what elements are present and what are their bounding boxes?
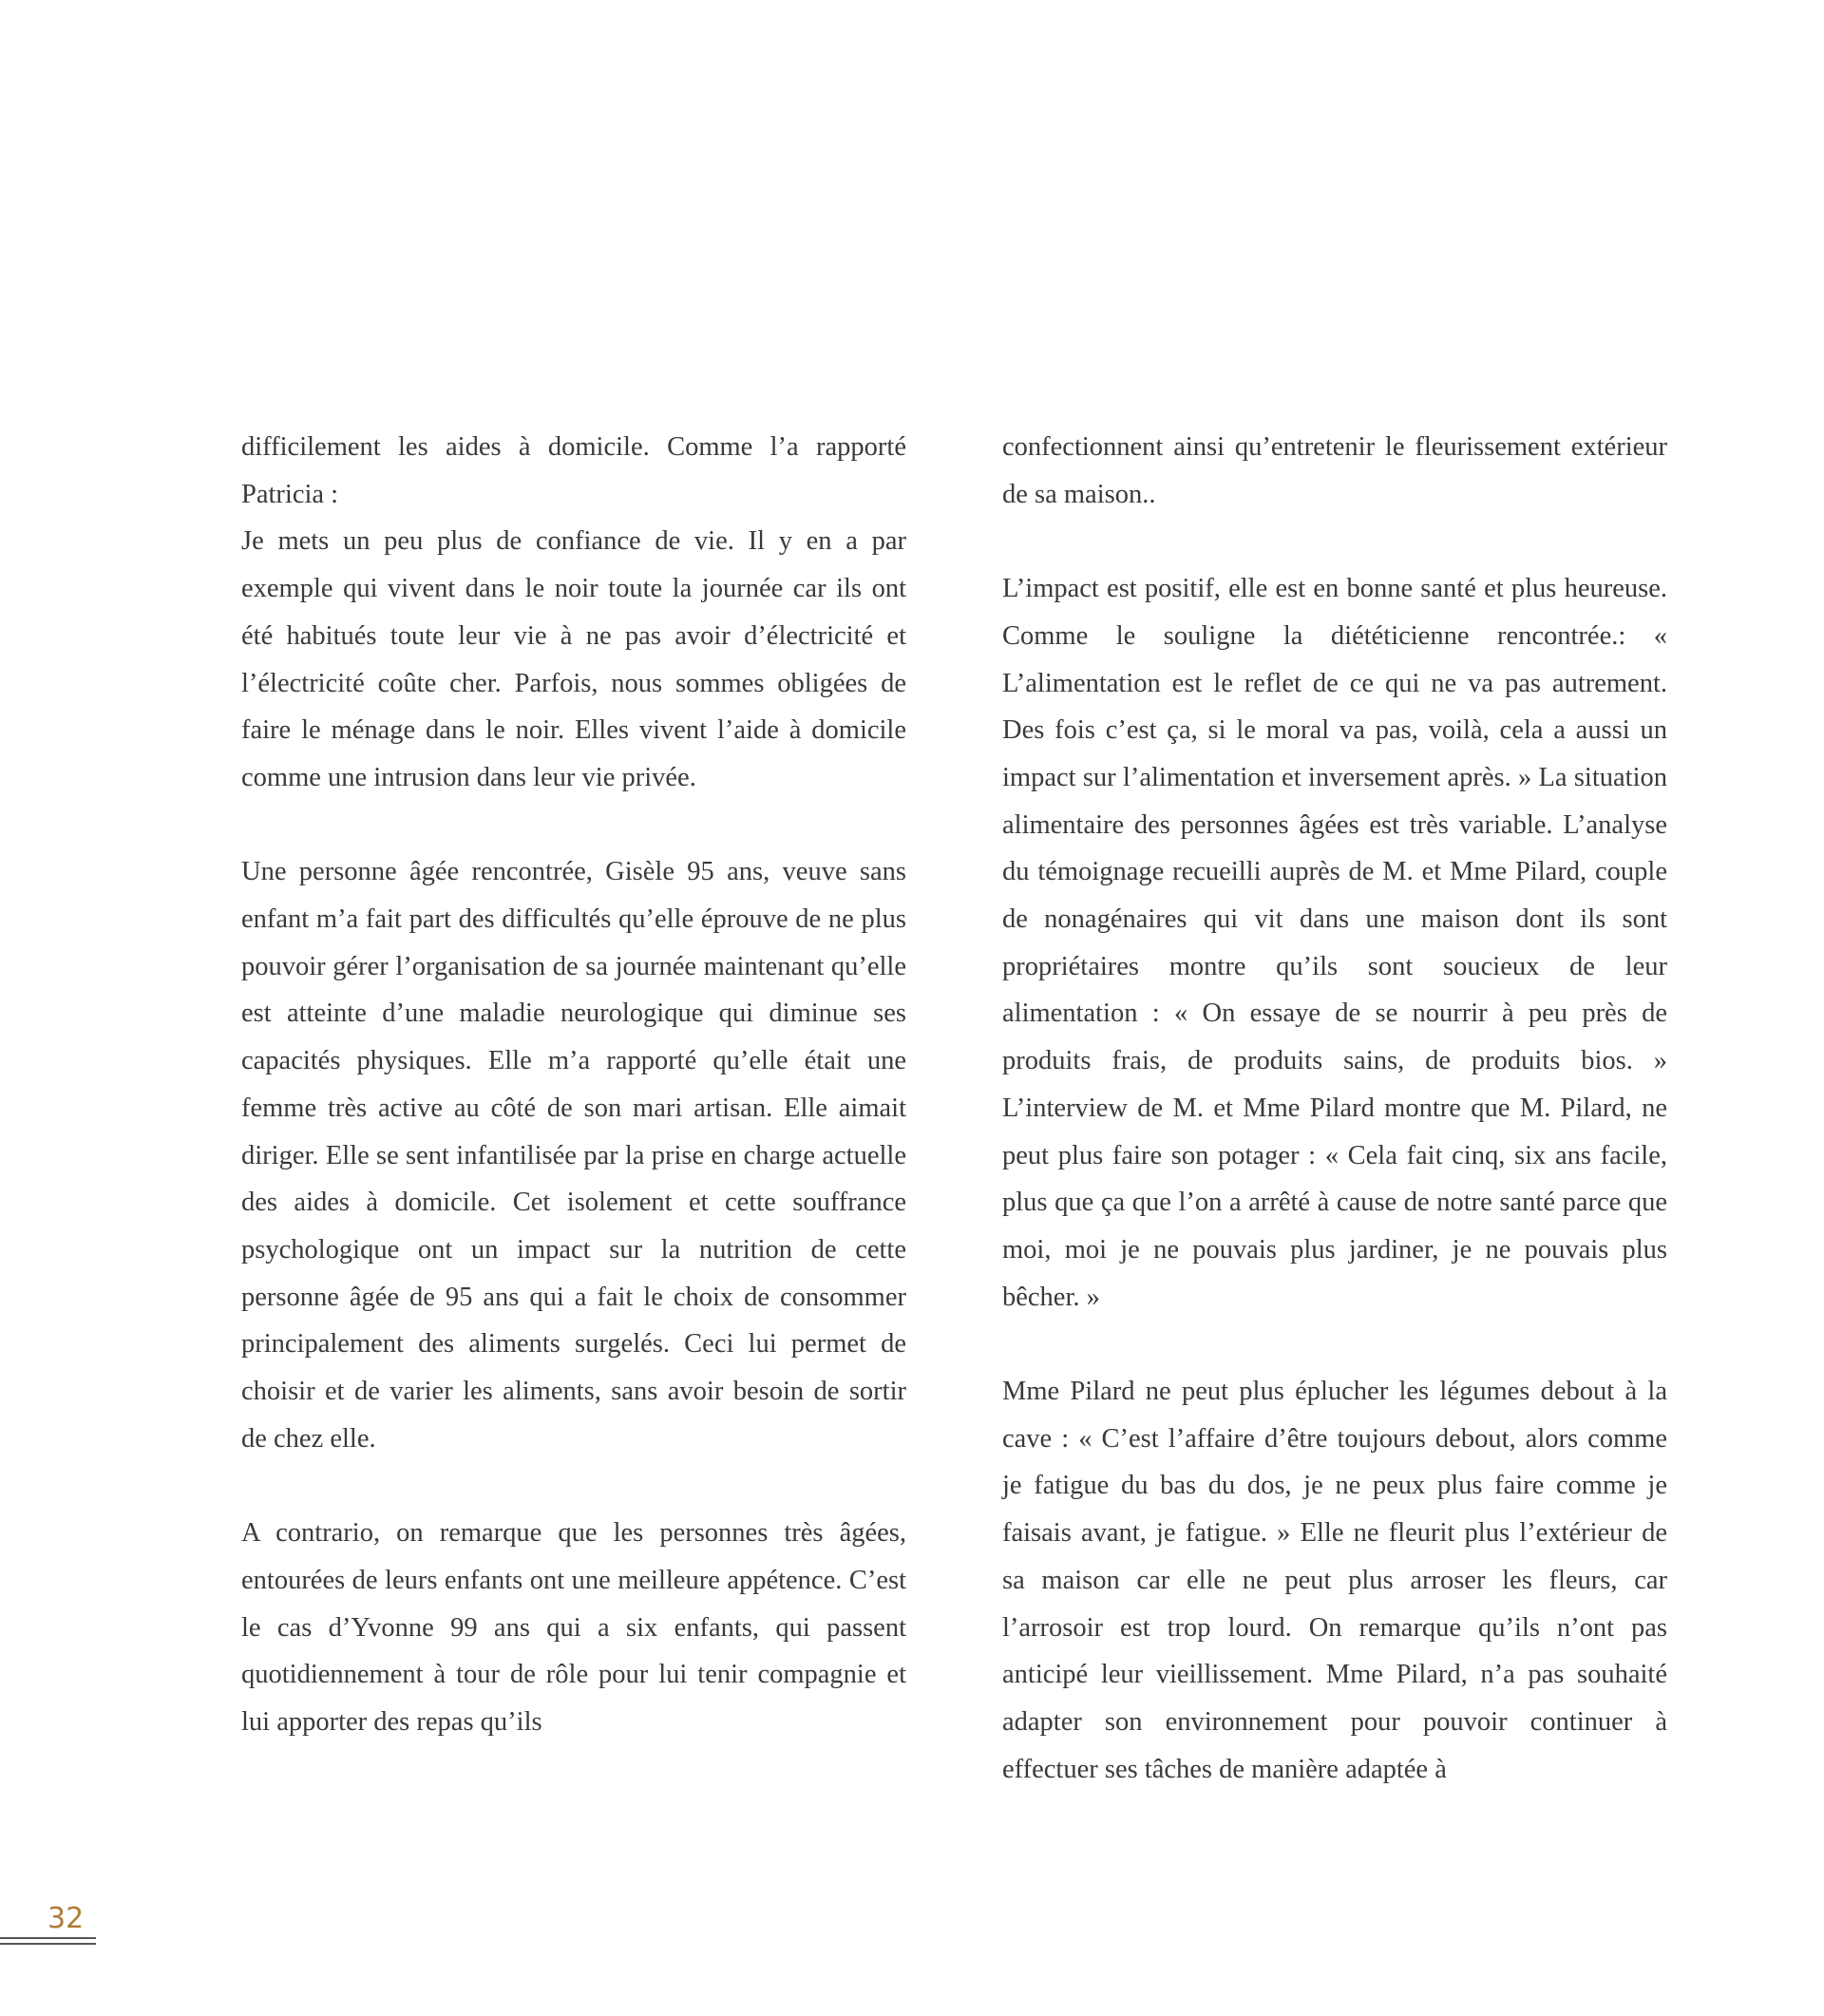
paragraph-3: Une personne âgée rencontrée, Gisèle 95 ans, veuve sans enfant m’a fait part des difficultés qu’elle éprouve de ne plus pouvoir gérer l’organisation de sa journée maintenant qu’elle est atteinte d’une maladie neurologique qui diminue ses capacités physiques. Elle m’a rapporté qu’elle était une femme très active au côté de son mari artisan. Elle aimait diriger. Elle se sent infantilisée par la prise en charge actuelle des aides à domicile. Cet isolement et cette souffrance psychologique ont un impact sur la nutrition de cette personne âgée de 95 ans qui a fait le choix de consommer principalement des aliments surgelés. Ceci lui permet de choisir et de varier les aliments, sans avoir besoin de sortir de chez elle. (241, 857, 906, 1454)
paragraph-spacer (241, 1462, 906, 1510)
paragraph-2-quote: Je mets un peu plus de confiance de vie. Il y en a par exemple qui vivent dans le noir toute la journée car ils ont été habitués toute leur vie à ne pas avoir d’électricité et l’électricité coûte cher. Parfois, nous sommes obligées de faire le ménage dans le noir. Elles vivent l’aide à domicile comme une intrusion dans leur vie privée. (241, 526, 906, 792)
page-number: 32 (48, 1902, 85, 1935)
page-number-rule-bottom (0, 1943, 96, 1945)
paragraph-2: L’impact est positif, elle est en bonne santé et plus heureuse. Comme le souligne la diététicienne rencontrée.: « L’alimentation est le reflet de ce qui ne va pas autrement. Des fois c’est ça, si le moral va pas, voilà, cela a aussi un impact sur l’alimentation et inversement après. » La situation alimentaire des personnes âgées est très variable. L’analyse du témoignage recueilli auprès de M. et Mme Pilard, couple de nonagénaires qui vit dans une maison dont ils sont propriétaires montre qu’ils sont soucieux de leur alimentation : « On essaye de se nourrir à peu près de produits frais, de produits sains, de produits bios. » L’interview de M. et Mme Pilard montre que M. Pilard, ne peut plus faire son potager : « Cela fait cinq, six ans facile, plus que ça que l’on a arrêté à cause de notre santé parce que moi, moi je ne pouvais plus jardiner, je ne pouvais plus bêcher. » (1002, 574, 1667, 1312)
paragraph-1: difficilement les aides à domicile. Comme l’a rapporté Patricia : (241, 432, 906, 509)
left-text-column (241, 424, 906, 1746)
paragraph-spacer (1002, 518, 1667, 565)
paragraph-spacer (241, 802, 906, 849)
paragraph-3: Mme Pilard ne peut plus éplucher les légumes debout à la cave : « C’est l’affaire d’être toujours debout, alors comme je fatigue du bas du dos, je ne peux plus faire comme je faisais avant, je fatigue. » Elle ne fleurit plus l’extérieur de sa maison car elle ne peut plus arroser les fleurs, car l’arrosoir est trop lourd. On remarque qu’ils n’ont pas anticipé leur vieillissement. Mme Pilard, n’a pas souhaité adapter son environnement pour pouvoir continuer à effectuer ses tâches de manière adaptée à (1002, 1377, 1667, 1784)
right-text-column (1002, 424, 1667, 1793)
paragraph-1: confectionnent ainsi qu’entretenir le fleurissement extérieur de sa maison.. (1002, 432, 1667, 509)
page-number-rule-top (0, 1937, 96, 1939)
paragraph-spacer (1002, 1321, 1667, 1368)
paragraph-4: A contrario, on remarque que les personnes très âgées, entourées de leurs enfants ont une meilleure appétence. C’est le cas d’Yvonne 99 ans qui a six enfants, qui passent quotidiennement à tour de rôle pour lui tenir compagnie et lui apporter des repas qu’ils (241, 1518, 906, 1737)
